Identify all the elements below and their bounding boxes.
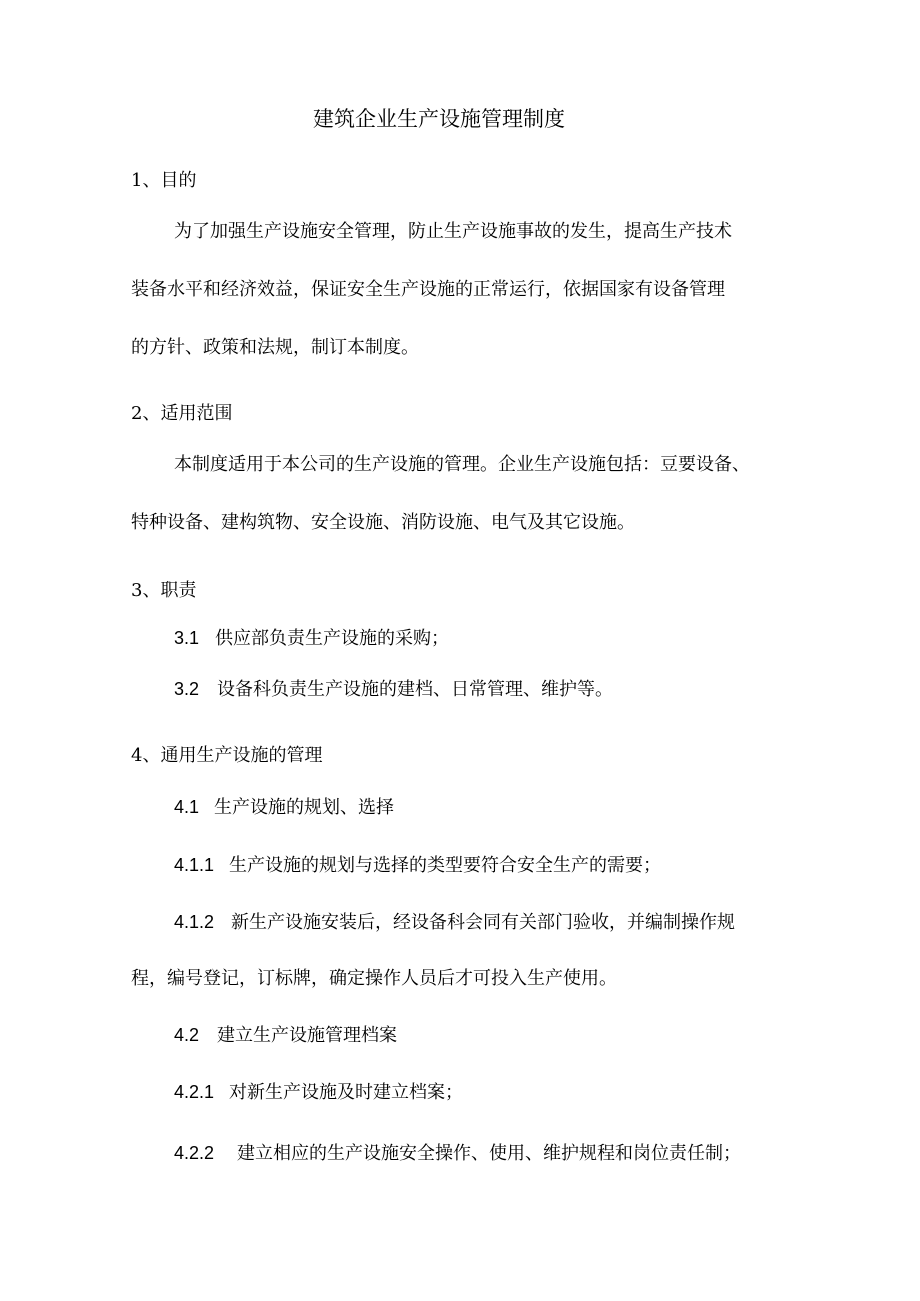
item-number: 4.1.1	[174, 855, 215, 875]
item-number: 4.2	[174, 1025, 200, 1045]
section-2-heading: 2、适用范围	[131, 403, 233, 424]
item-text: 新生产设施安装后，经设备科会同有关部门验收，并编制操作规	[231, 912, 736, 933]
section-1-heading: 1、目的	[131, 170, 197, 191]
section-1-paragraph-line-3: 的方针、政策和法规，制订本制度。	[131, 337, 419, 358]
section-2-paragraph-line-1: 本制度适用于本公司的生产设施的管理。企业生产设施包括：豆要设备、	[174, 454, 750, 475]
item-number: 4.1	[174, 797, 200, 817]
item-4-1-2	[174, 910, 735, 935]
item-4-1	[174, 795, 394, 820]
section-3-heading: 3、职责	[131, 580, 197, 601]
item-text: 对新生产设施及时建立档案；	[229, 1082, 464, 1103]
item-4-2-2	[174, 1141, 741, 1166]
item-text: 设备科负责生产设施的建档、日常管理、维护等。	[217, 679, 614, 700]
section-2-paragraph-line-2: 特种设备、建构筑物、安全设施、消防设施、电气及其它设施。	[131, 512, 635, 533]
item-number: 4.2.2	[174, 1143, 215, 1163]
item-number: 3.1	[174, 628, 200, 648]
item-text: 生产设施的规划与选择的类型要符合安全生产的需要；	[229, 855, 662, 876]
item-number: 3.2	[174, 679, 200, 699]
item-4-2	[174, 1023, 397, 1048]
item-number: 4.1.2	[174, 912, 215, 932]
item-3-1	[174, 626, 449, 651]
item-4-1-2-continuation: 程，编号登记，订标牌，确定操作人员后才可投入生产使用。	[131, 968, 617, 989]
item-text: 供应部负责生产设施的采购；	[215, 628, 450, 649]
section-1-paragraph-line-2: 装备水平和经济效益，保证安全生产设施的正常运行，依据国家有设备管理	[131, 279, 725, 300]
section-4-heading: 4、通用生产设施的管理	[131, 745, 323, 766]
document-title: 建筑企业生产设施管理制度	[313, 107, 565, 131]
item-text: 建立生产设施管理档案	[217, 1025, 398, 1046]
item-number: 4.2.1	[174, 1082, 215, 1102]
section-1-paragraph-line-1: 为了加强生产设施安全管理，防止生产设施事故的发生，提高生产技术	[174, 221, 732, 242]
item-4-1-1	[174, 853, 661, 878]
item-text: 生产设施的规划、选择	[214, 797, 395, 818]
item-text: 建立相应的生产设施安全操作、使用、维护规程和岗位责任制；	[237, 1143, 742, 1164]
item-4-2-1	[174, 1080, 463, 1105]
item-3-2	[174, 677, 613, 702]
